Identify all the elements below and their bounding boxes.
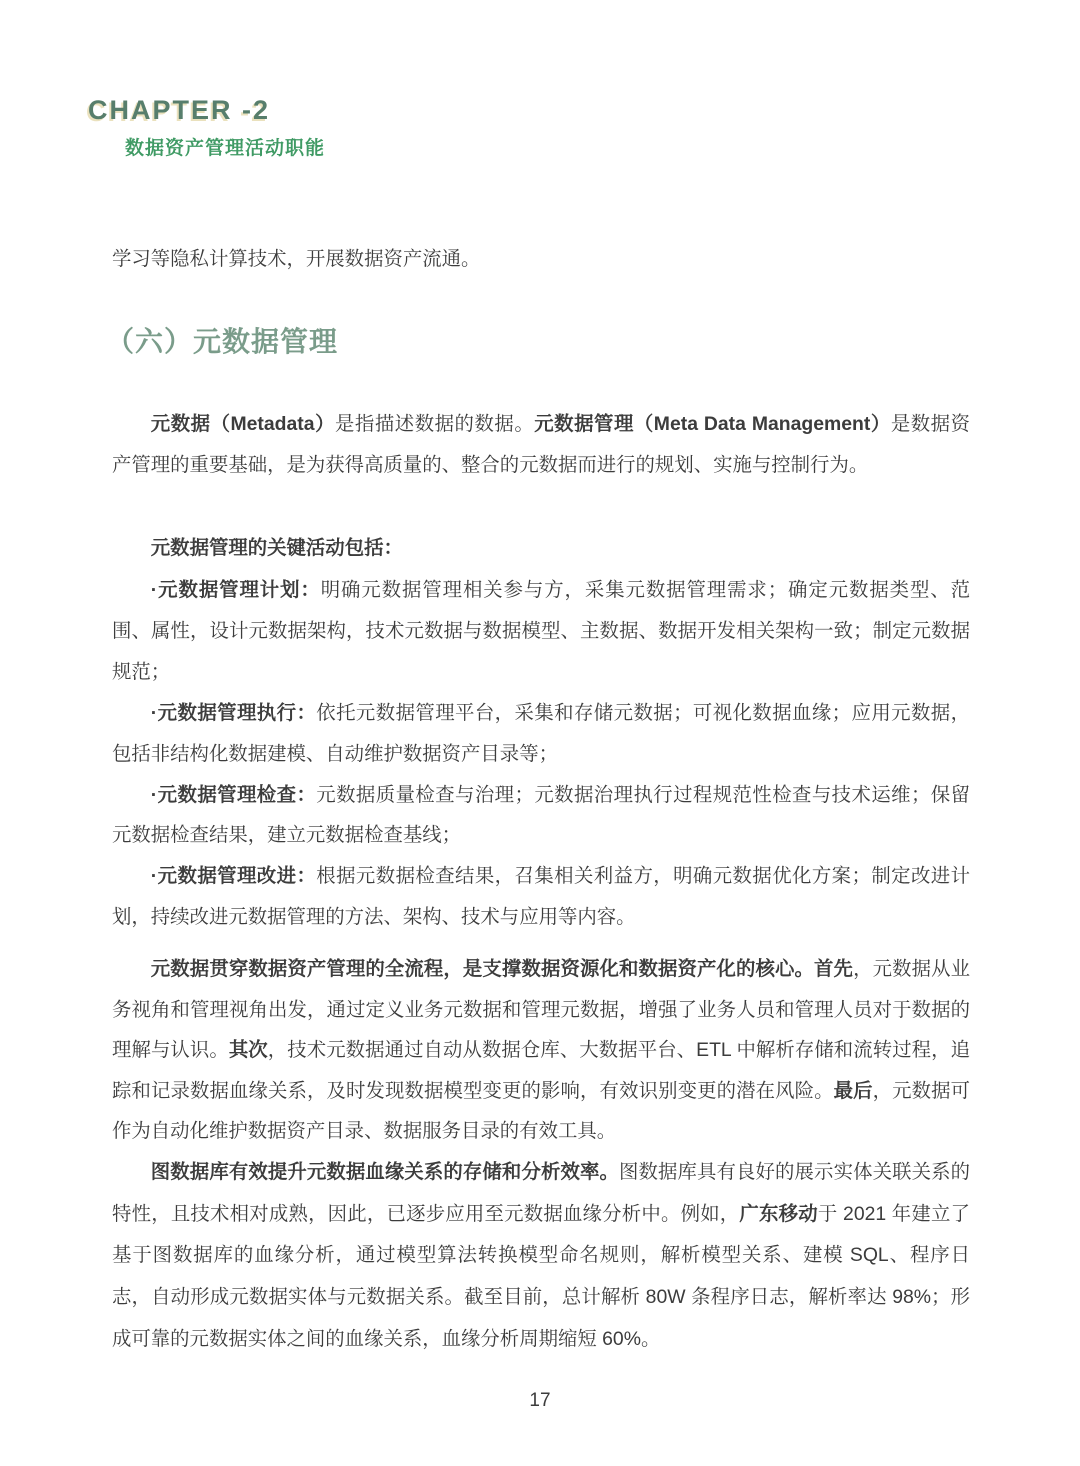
chapter-label: CHAPTER -2 xyxy=(88,95,271,125)
section-heading: （六）元数据管理 xyxy=(106,326,339,357)
page-number: 17 xyxy=(529,1390,551,1411)
key-activities-bullet-list xyxy=(112,570,970,938)
definition-paragraph: 元数据（Metadata）是指描述数据的数据。元数据管理（Meta Data Management）是数据资产管理的重要基础，是为获得高质量的、整合的元数据而进行的规划、实施与控制行为。 xyxy=(112,413,970,476)
graph-database-paragraph: 图数据库有效提升元数据血缘关系的存储和分析效率。图数据库具有良好的展示实体关联关系的特性，且技术相对成熟，因此，已逐步应用至元数据血缘分析中。例如，广东移动于 2021 年建立了基于图数据库的血缘分析，通过模型算法转换模型命名规则，解析模型关系、建模 SQL、程序日志，自动形成元数据实体与元数据关系。截至目前，总计解析 80W 条程序日志，解析率达 98%；形成可靠的元数据实体之间的血缘关系，血缘分析周期缩短 60%。 xyxy=(112,1161,971,1350)
bullet-paragraph-execute: ·元数据管理执行：依托元数据管理平台，采集和存储元数据；可视化数据血缘；应用元数据，包括非结构化数据建模、自动维护数据资产目录等； xyxy=(112,701,970,765)
bullet-paragraph-plan: ·元数据管理计划：明确元数据管理相关参与方，采集元数据管理需求；确定元数据类型、范围、属性，设计元数据架构，技术元数据与数据模型、主数据、数据开发相关架构一致；制定元数据规范； xyxy=(112,579,970,683)
bullet-paragraph-improve: ·元数据管理改进：根据元数据检查结果，召集相关利益方，明确元数据优化方案；制定改进计划，持续改进元数据管理的方法、架构、技术与应用等内容。 xyxy=(112,865,970,929)
bullet-paragraph-check: ·元数据管理检查：元数据质量检查与治理；元数据治理执行过程规范性检查与技术运维；保留元数据检查结果，建立元数据检查基线； xyxy=(112,783,970,847)
chapter-subtitle: 数据资产管理活动职能 xyxy=(125,138,326,159)
key-activities-heading: 元数据管理的关键活动包括： xyxy=(150,537,403,559)
chapter-header xyxy=(88,95,325,160)
metadata-core-paragraph: 元数据贯穿数据资产管理的全流程，是支撑数据资源化和数据资产化的核心。首先，元数据从业务视角和管理视角出发，通过定义业务元数据和管理元数据，增强了业务人员和管理人员对于数据的理解与认识。其次，技术元数据通过自动从数据仓库、大数据平台、ETL 中解析存储和流转过程，追踪和记录数据血缘关系，及时发现数据模型变更的影响，有效识别变更的潜在风险。最后，元数据可作为自动化维护数据资产目录、数据服务目录的有效工具。 xyxy=(112,958,971,1143)
intro-paragraph: 学习等隐私计算技术，开展数据资产流通。 xyxy=(112,248,481,270)
